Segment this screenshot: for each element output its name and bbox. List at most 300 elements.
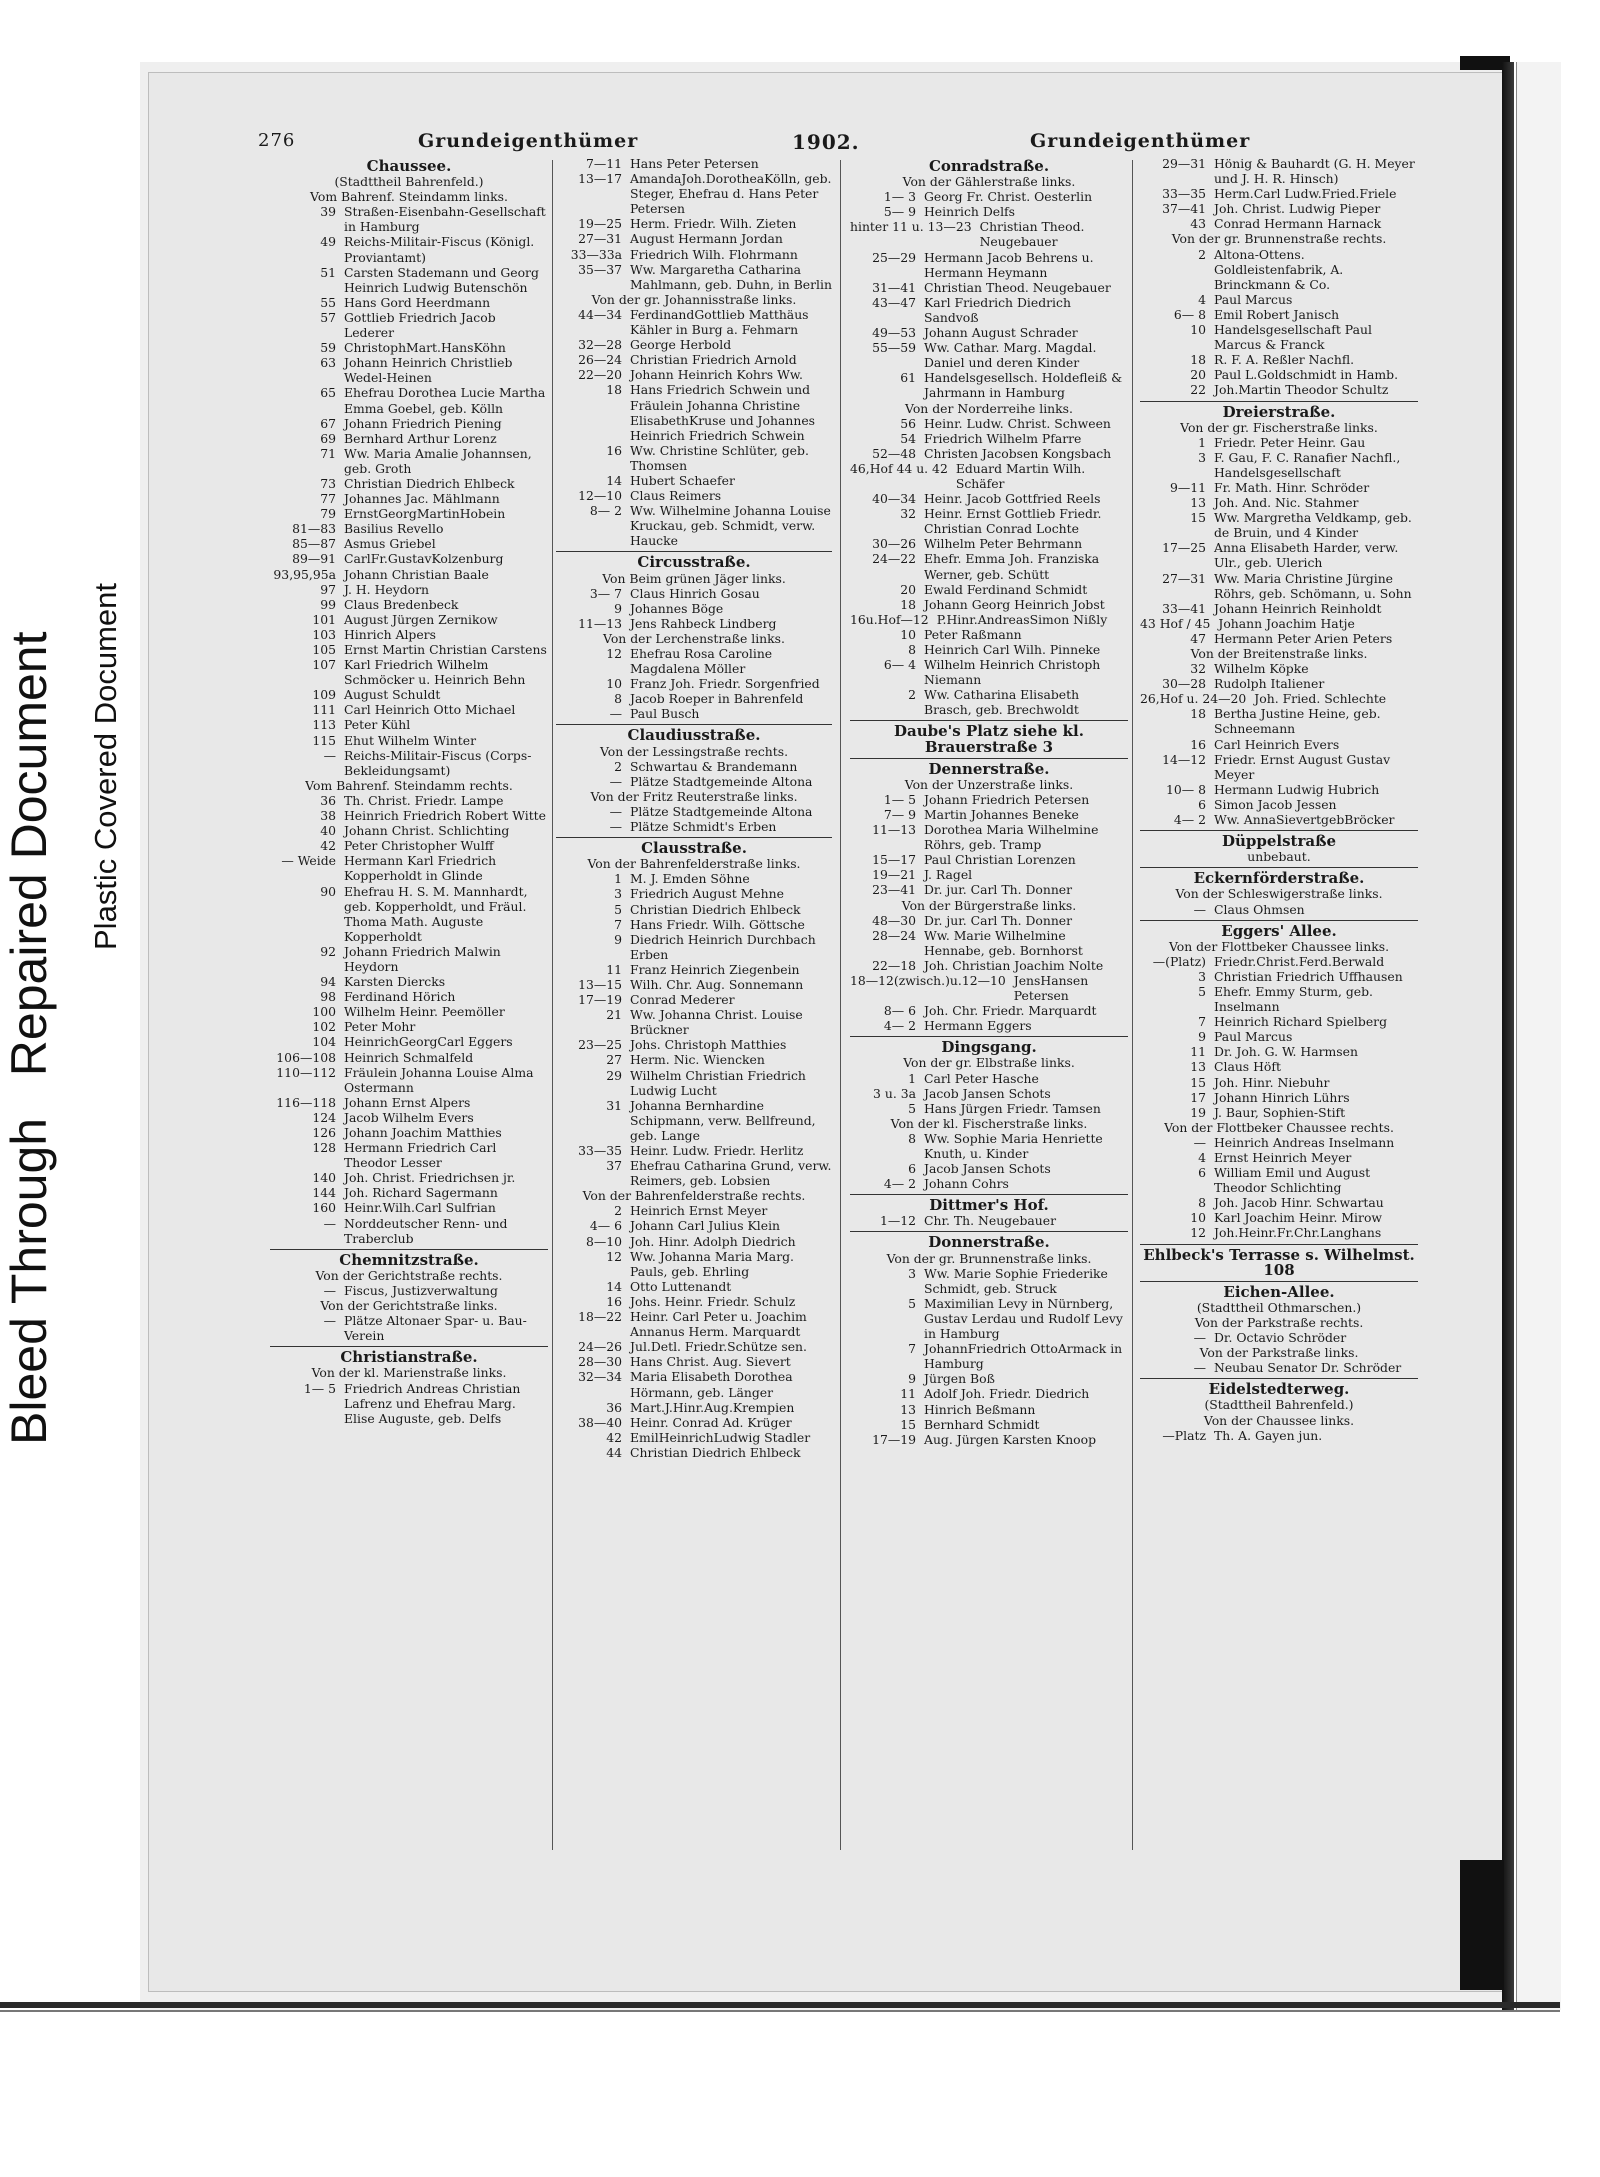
owner-entry xyxy=(270,627,548,642)
owner-entry xyxy=(1140,1330,1418,1345)
house-number: 67 xyxy=(320,415,336,431)
owner-name: Johanna Bernhardine Schipmann, verw. Bellfreund, geb. Lange xyxy=(630,1097,816,1143)
street-subheading: Vom Bahrenf. Steindamm rechts. xyxy=(305,777,513,793)
owner-name: Ww. Marie Sophie Friederike Schmidt, geb. Struck xyxy=(924,1265,1108,1296)
house-number: 11 xyxy=(606,961,622,977)
owner-name: Heinr. Ludw. Friedr. Herlitz xyxy=(630,1143,804,1158)
owner-name: August Jürgen Zernikow xyxy=(344,611,498,627)
owner-entry xyxy=(850,973,1128,1003)
street-subheading: Von der Breitenstraße links. xyxy=(1190,646,1368,661)
house-number: 40 xyxy=(320,823,336,839)
repaired-label: Repaired Document xyxy=(1,631,57,1077)
owner-name: Heinr. Carl Peter u. Joachim Annanus Herm. Marquardt xyxy=(630,1309,807,1340)
owner-name: Peter Mohr xyxy=(344,1019,416,1035)
street-subheading: Von der Norderreihe links. xyxy=(905,400,1073,416)
owner-entry xyxy=(850,582,1128,597)
house-number: 51 xyxy=(320,264,336,280)
house-number: 22 xyxy=(1190,382,1206,398)
owner-name: Wilhelm Heinrich Christoph Niemann xyxy=(924,657,1101,688)
owner-entry xyxy=(270,476,548,491)
house-number: 12 xyxy=(606,1248,622,1264)
owner-name: Claus Reimers xyxy=(630,488,722,504)
street-subheading: Von der Bürgerstraße links. xyxy=(901,897,1077,913)
house-number: 1 xyxy=(1198,434,1206,450)
owner-name: Chr. Th. Neugebauer xyxy=(924,1213,1056,1229)
house-number: 3 xyxy=(614,886,622,902)
owner-entry xyxy=(270,521,548,536)
owner-entry xyxy=(556,473,832,488)
owner-entry xyxy=(556,262,832,292)
owner-entry xyxy=(850,627,1128,642)
owner-name: Claus Bredenbeck xyxy=(344,596,459,612)
owner-entry xyxy=(270,1034,548,1049)
street-heading: Eckernförderstraße. xyxy=(1193,869,1365,888)
house-number: 36 xyxy=(320,792,336,808)
house-number: 4— 2 xyxy=(1173,812,1206,828)
owner-entry xyxy=(556,819,832,834)
house-number: 13—15 xyxy=(578,976,622,992)
owner-name: Joh. Fried. Schlechte xyxy=(1254,691,1387,707)
house-number: 3 u. 3a xyxy=(873,1085,916,1101)
owner-entry xyxy=(556,1158,832,1188)
house-number: 8 xyxy=(908,1130,916,1146)
house-number: 23—25 xyxy=(578,1037,622,1053)
owner-name: Straßen-Eisenbahn-Gesellschaft in Hamburg xyxy=(344,204,546,235)
owner-entry xyxy=(1140,1075,1418,1090)
owner-name: Johs. Heinr. Friedr. Schulz xyxy=(630,1293,796,1309)
owner-entry xyxy=(1140,1150,1418,1165)
house-number: 44—34 xyxy=(578,306,622,322)
owner-entry xyxy=(1140,1090,1418,1105)
owner-entry xyxy=(556,1339,832,1354)
owner-entry xyxy=(556,1037,832,1052)
owner-entry xyxy=(850,551,1128,581)
owner-entry xyxy=(556,1143,832,1158)
owner-entry xyxy=(270,793,548,808)
owner-name: Heinrich Ernst Meyer xyxy=(630,1203,768,1219)
house-number: 14 xyxy=(606,472,622,488)
owner-entry xyxy=(850,219,1128,249)
owner-name: Ehefrau H. S. M. Mannhardt, geb. Kopperholdt, und Fräul. Thoma Math. Auguste Kopperholdt xyxy=(344,883,528,944)
owner-entry xyxy=(270,717,548,732)
owner-name: Herm. Friedr. Wilh. Zieten xyxy=(630,216,797,232)
house-number: 81—83 xyxy=(292,521,336,537)
house-number: 28—30 xyxy=(578,1354,622,1370)
house-number: — xyxy=(323,1215,336,1231)
owner-entry xyxy=(556,1400,832,1415)
owner-entry xyxy=(1140,706,1418,736)
owner-name: Bernhard Arthur Lorenz xyxy=(344,430,497,446)
owner-entry xyxy=(270,823,548,838)
street-heading: Dittmer's Hof. xyxy=(929,1196,1049,1215)
owner-entry xyxy=(270,385,548,415)
owner-name: Joh.Heinr.Fr.Chr.Langhans xyxy=(1214,1225,1382,1241)
house-number: 18—22 xyxy=(578,1309,622,1325)
owner-entry xyxy=(556,616,832,631)
owner-name: Heinrich Friedrich Robert Witte xyxy=(344,808,546,824)
owner-name: Dorothea Maria Wilhelmine Röhrs, geb. Tramp xyxy=(924,822,1099,853)
owner-name: Friedr. Peter Heinr. Gau xyxy=(1214,434,1366,450)
owner-name: Johann Georg Heinrich Jobst xyxy=(924,596,1105,612)
owner-name: JohannFriedrich OttoArmack in Hamburg xyxy=(924,1341,1123,1372)
house-number: 9 xyxy=(1198,1029,1206,1045)
owner-name: Aug. Jürgen Karsten Knoop xyxy=(924,1431,1097,1447)
year-heading: 1902. xyxy=(792,130,860,154)
owner-entry xyxy=(556,1430,832,1445)
owner-entry xyxy=(556,443,832,473)
owner-entry xyxy=(850,1432,1128,1447)
owner-name: Ww. Catharina Elisabeth Brasch, geb. Brechwoldt xyxy=(924,687,1080,718)
owner-entry xyxy=(850,340,1128,370)
owner-name: ErnstGeorgMartinHobein xyxy=(344,506,506,522)
house-number: 33—35 xyxy=(578,1143,622,1158)
owner-name: Ww. Johanna Maria Marg. Pauls, geb. Ehrling xyxy=(630,1248,794,1279)
section-rule xyxy=(850,1194,1128,1195)
owner-entry xyxy=(556,691,832,706)
scan-edge-line-thin xyxy=(0,2010,1560,2012)
owner-entry xyxy=(850,1071,1128,1086)
house-number: 116—118 xyxy=(276,1094,336,1110)
owner-entry xyxy=(270,838,548,853)
house-number: 18—12(zwisch.)u.12—10 xyxy=(850,972,1006,988)
house-number: —Platz xyxy=(1162,1427,1206,1443)
owner-name: Georg Fr. Christ. Oesterlin xyxy=(924,189,1093,205)
owner-entry xyxy=(270,1095,548,1110)
house-number: 20 xyxy=(1190,367,1206,383)
house-number: 7— 9 xyxy=(883,806,916,822)
section-rule xyxy=(1140,1244,1418,1245)
house-number: 11—13 xyxy=(578,615,622,631)
house-number: 144 xyxy=(312,1185,336,1201)
house-number: 13 xyxy=(1190,1059,1206,1075)
owner-name: Neubau Senator Dr. Schröder xyxy=(1214,1360,1402,1376)
owner-entry xyxy=(556,247,832,262)
house-number: 93,95,95a xyxy=(273,566,336,582)
owner-entry xyxy=(1140,676,1418,691)
owner-name: Conrad Hermann Harnack xyxy=(1214,216,1382,232)
owner-name: Dr. Octavio Schröder xyxy=(1214,1330,1347,1346)
owner-entry xyxy=(556,774,832,789)
owner-entry xyxy=(1140,1059,1418,1074)
house-number: 11 xyxy=(1190,1044,1206,1060)
owner-entry xyxy=(1140,984,1418,1014)
house-number: 44 xyxy=(606,1444,622,1460)
owner-name: Conrad Mederer xyxy=(630,992,735,1008)
directory-column-3 xyxy=(850,156,1128,1447)
owner-entry xyxy=(1140,1210,1418,1225)
owner-name: Dr. jur. Carl Th. Donner xyxy=(924,912,1073,928)
house-number: 5 xyxy=(614,901,622,917)
owner-entry xyxy=(270,702,548,717)
house-number: 17 xyxy=(1190,1089,1206,1105)
owner-entry xyxy=(270,597,548,612)
street-subheading: Von der Unzerstraße links. xyxy=(904,776,1074,792)
house-number: 27—31 xyxy=(1162,570,1206,586)
owner-name: Hinrich Alpers xyxy=(344,626,436,642)
owner-entry xyxy=(270,884,548,944)
owner-entry xyxy=(270,310,548,340)
owner-name: Adolf Joh. Friedr. Diedrich xyxy=(924,1386,1090,1402)
street-subheading: Von der Parkstraße rechts. xyxy=(1194,1314,1364,1330)
owner-entry xyxy=(270,551,548,566)
owner-name: Johann Hinrich Lührs xyxy=(1214,1089,1350,1105)
section-rule xyxy=(1140,920,1418,921)
house-number: 32 xyxy=(1190,661,1206,677)
owner-entry xyxy=(850,1086,1128,1101)
owner-entry xyxy=(850,250,1128,280)
house-number: — xyxy=(609,706,622,722)
house-number: 24—26 xyxy=(578,1339,622,1355)
owner-name: Dr. Joh. G. W. Harmsen xyxy=(1214,1044,1358,1060)
house-number: 43 Hof / 45 xyxy=(1140,615,1211,631)
owner-entry xyxy=(556,1445,832,1460)
owner-name: Johann Ernst Alpers xyxy=(344,1094,471,1110)
owner-entry xyxy=(556,1249,832,1279)
house-number: 18 xyxy=(1190,352,1206,368)
owner-entry xyxy=(850,1213,1128,1228)
house-number: 9 xyxy=(614,931,622,947)
owner-entry xyxy=(270,808,548,823)
house-number: 16u.Hof—12 xyxy=(850,611,929,627)
owner-name: Ehefrau Rosa Caroline Magdalena Möller xyxy=(630,646,773,677)
owner-entry xyxy=(1140,737,1418,752)
owner-name: Heinr.Wilh.Carl Sulfrian xyxy=(344,1200,496,1216)
street-heading: Eggers' Allee. xyxy=(1221,921,1337,940)
owner-name: George Herbold xyxy=(630,337,732,353)
section-rule xyxy=(1140,830,1418,831)
owner-entry xyxy=(270,1185,548,1200)
house-number: 107 xyxy=(312,657,336,673)
owner-entry xyxy=(556,337,832,352)
owner-name: Ww. Cathar. Marg. Magdal. Daniel und deren Kinder xyxy=(924,340,1097,371)
owner-name: Jacob Jansen Schots xyxy=(924,1085,1051,1101)
owner-name: Wilhelm Christian Friedrich Ludwig Lucht xyxy=(630,1067,806,1098)
street-subheading: Von der gr. Brunnenstraße rechts. xyxy=(1171,231,1387,247)
house-number: 16 xyxy=(1190,736,1206,752)
house-number: 38 xyxy=(320,808,336,824)
owner-entry xyxy=(850,1131,1128,1161)
owner-entry xyxy=(850,1402,1128,1417)
owner-name: Joh. And. Nic. Stahmer xyxy=(1214,495,1359,511)
owner-entry xyxy=(850,807,1128,822)
house-number: 37 xyxy=(606,1158,622,1174)
house-number: 16 xyxy=(606,442,622,458)
owner-name: Johann Joachim Matthies xyxy=(344,1125,502,1140)
house-number: 65 xyxy=(320,385,336,401)
owner-name: Hans Christ. Aug. Sievert xyxy=(630,1354,791,1370)
owner-name: Friedr.Christ.Ferd.Berwald xyxy=(1214,953,1385,969)
owner-entry xyxy=(1140,480,1418,495)
owner-entry xyxy=(556,1203,832,1218)
house-number: — xyxy=(609,819,622,835)
owner-entry xyxy=(1140,661,1418,676)
owner-entry xyxy=(270,1050,548,1065)
owner-name: Johann August Schrader xyxy=(924,325,1078,341)
house-number: 59 xyxy=(320,340,336,356)
owner-name: Karl Joachim Heinr. Mirow xyxy=(1214,1210,1383,1226)
owner-name: Ww. AnnaSievertgebBröcker xyxy=(1214,812,1395,828)
street-subheading: Vom Bahrenf. Steindamm links. xyxy=(310,189,508,205)
owner-name: Ehefrau Dorothea Lucie Martha Emma Goebel, geb. Kölln xyxy=(344,385,546,416)
house-number: 7 xyxy=(908,1341,916,1357)
owner-name: Johann Joachim Hatje xyxy=(1218,615,1355,631)
owner-name: Eduard Martin Wilh. Schäfer xyxy=(955,460,1086,491)
house-number: 126 xyxy=(312,1125,336,1140)
owner-name: Heinrich Richard Spielberg xyxy=(1214,1014,1388,1030)
owner-name: Ww. Maria Amalie Johannsen, geb. Groth xyxy=(344,445,532,476)
house-number: — xyxy=(1193,901,1206,917)
owner-entry xyxy=(556,676,832,691)
owner-name: Wilhelm Heinr. Peemöller xyxy=(344,1004,505,1020)
owner-name: Claus Hinrich Gosau xyxy=(630,585,760,601)
owner-name: Plätze Altonaer Spar- u. Bau-Verein xyxy=(344,1313,527,1344)
house-number: 73 xyxy=(320,475,336,491)
owner-entry xyxy=(850,597,1128,612)
owner-name: Ww. Wilhelmine Johanna Louise Kruckau, geb. Schmidt, verw. Haucke xyxy=(630,503,831,549)
house-number: 15 xyxy=(1190,1074,1206,1090)
street-heading: Christianstraße. xyxy=(340,1348,478,1367)
owner-name: Jul.Detl. Friedr.Schütze sen. xyxy=(630,1339,807,1355)
owner-entry xyxy=(270,204,548,234)
house-number: 61 xyxy=(900,370,916,386)
house-number: 9 xyxy=(908,1371,916,1387)
house-number: 5 xyxy=(1198,983,1206,999)
owner-name: Ehefrau Catharina Grund, verw. Reimers, geb. Lobsien xyxy=(630,1158,832,1189)
house-number: 6 xyxy=(1198,1165,1206,1181)
house-number: 4— 2 xyxy=(883,1018,916,1034)
owner-name: JensHansen Petersen xyxy=(1013,972,1089,1004)
owner-entry xyxy=(1140,1044,1418,1059)
owner-name: Johann Christ. Schlichting xyxy=(344,823,510,839)
scan-edge-line xyxy=(0,2002,1560,2008)
street-subheading: Von der gr. Elbstraße links. xyxy=(903,1055,1075,1071)
house-number: 33—35 xyxy=(1162,186,1206,202)
owner-entry xyxy=(1140,1014,1418,1029)
house-number: 6 xyxy=(1198,796,1206,812)
house-number: 101 xyxy=(312,611,336,627)
house-number: 89—91 xyxy=(292,551,336,567)
owner-entry xyxy=(270,733,548,748)
house-number: 47 xyxy=(1190,630,1206,646)
owner-name: Hans Jürgen Friedr. Tamsen xyxy=(924,1100,1101,1116)
house-number: 110—112 xyxy=(276,1064,336,1080)
owner-entry xyxy=(850,295,1128,325)
house-number: 140 xyxy=(312,1170,336,1186)
owner-entry xyxy=(556,1098,832,1143)
house-number: 26,Hof u. 24—20 xyxy=(1140,691,1247,707)
owner-name: Th. Christ. Friedr. Lampe xyxy=(344,792,504,808)
owner-name: Hans Gord Heerdmann xyxy=(344,294,491,310)
owner-name: Carl Heinrich Otto Michael xyxy=(344,702,516,718)
house-number: 2 xyxy=(614,758,622,774)
house-number: 24—22 xyxy=(872,551,916,567)
owner-entry xyxy=(1140,216,1418,231)
owner-entry xyxy=(1140,571,1418,601)
owner-entry xyxy=(1140,382,1418,397)
house-number: 32—28 xyxy=(578,337,622,353)
owner-name: Hubert Schaefer xyxy=(630,472,735,488)
owner-entry xyxy=(850,506,1128,536)
house-number: 39 xyxy=(320,204,336,220)
owner-entry xyxy=(270,612,548,627)
owner-entry xyxy=(270,582,548,597)
owner-entry xyxy=(556,601,832,616)
house-number: 124 xyxy=(312,1109,336,1125)
owner-entry xyxy=(1140,1225,1418,1240)
owner-entry xyxy=(556,307,832,337)
owner-name: Christian Theod. Neugebauer xyxy=(979,219,1085,250)
owner-name: Jens Rahbeck Lindberg xyxy=(630,615,777,631)
owner-name: August Hermann Jordan xyxy=(630,231,783,247)
house-number: 16 xyxy=(606,1293,622,1309)
house-number: 4 xyxy=(1198,1150,1206,1165)
owner-entry xyxy=(1140,435,1418,450)
owner-name: Heinr. Ernst Gottlieb Friedr. Christian Conrad Lochte xyxy=(924,506,1102,537)
owner-entry xyxy=(270,340,548,355)
owner-entry xyxy=(1140,782,1418,797)
house-number: 54 xyxy=(900,430,916,446)
owner-name: Joh. Christ. Friedrichsen jr. xyxy=(344,1170,516,1186)
house-number: 43 xyxy=(1190,216,1206,232)
owner-entry xyxy=(270,446,548,476)
owner-entry xyxy=(850,461,1128,491)
owner-name: AmandaJoh.DorotheaKölln, geb. Steger, Ehefrau d. Hans Peter Petersen xyxy=(630,171,832,217)
house-number: 10— 8 xyxy=(1166,781,1206,797)
owner-entry xyxy=(270,1381,548,1426)
house-number: 10 xyxy=(1190,322,1206,338)
house-number: — xyxy=(609,773,622,789)
owner-name: Johann Christian Baale xyxy=(344,566,489,582)
owner-name: Handelsgesellschaft Paul Marcus & Franck xyxy=(1214,322,1372,353)
running-title-left: Grundeigenthümer xyxy=(418,130,639,152)
section-rule xyxy=(850,758,1128,759)
owner-name: Reichs-Militair-Fiscus (Corps-Bekleidungsamt) xyxy=(344,747,532,778)
owner-name: Johann Cohrs xyxy=(924,1176,1009,1192)
column-divider xyxy=(840,160,841,1850)
owner-entry xyxy=(556,902,832,917)
house-number: 46,Hof 44 u. 42 xyxy=(850,460,948,476)
house-number: 8— 6 xyxy=(883,1003,916,1019)
house-number: 8—10 xyxy=(585,1233,622,1249)
house-number: 18 xyxy=(1190,706,1206,722)
owner-entry xyxy=(1140,797,1418,812)
owner-entry xyxy=(556,367,832,382)
house-number: 6 xyxy=(908,1161,916,1177)
section-rule xyxy=(556,551,832,552)
owner-name: Heinrich Carl Wilh. Pinneke xyxy=(924,642,1101,657)
street-subheading: (Stadttheil Othmarschen.) xyxy=(1196,1299,1362,1315)
owner-name: Herm. Nic. Wiencken xyxy=(630,1052,765,1068)
owner-entry xyxy=(270,355,548,385)
owner-name: Heinr. Jacob Gottfried Reels xyxy=(924,491,1101,507)
house-number: 102 xyxy=(312,1019,336,1035)
owner-entry xyxy=(850,1386,1128,1401)
owner-name: Johs. Christoph Matthies xyxy=(630,1037,787,1053)
owner-entry xyxy=(1140,969,1418,984)
owner-name: Paul Busch xyxy=(630,706,700,722)
owner-entry xyxy=(556,706,832,721)
owner-name: Paul Marcus xyxy=(1214,1029,1293,1045)
owner-entry xyxy=(850,1101,1128,1116)
street-subheading: Von der Bahrenfelderstraße rechts. xyxy=(582,1188,806,1204)
owner-name: Christian Theod. Neugebauer xyxy=(924,279,1111,295)
owner-entry xyxy=(850,867,1128,882)
house-number: 1— 3 xyxy=(883,189,916,205)
owner-entry xyxy=(556,503,832,548)
house-number: —(Platz) xyxy=(1152,953,1206,969)
owner-entry xyxy=(556,977,832,992)
owner-name: Joh.Martin Theodor Schultz xyxy=(1214,382,1389,398)
